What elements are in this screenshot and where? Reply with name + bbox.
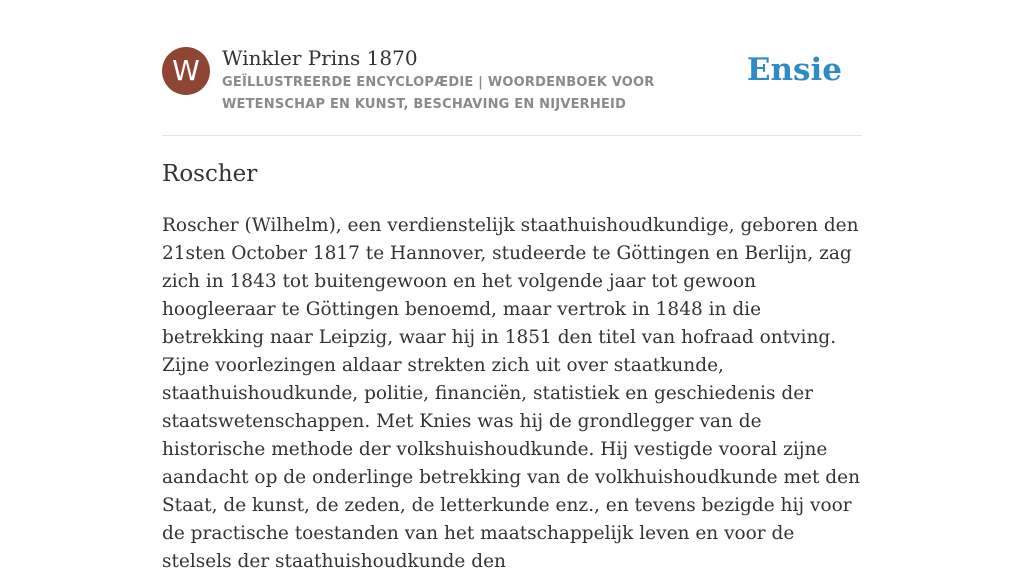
article-title: Roscher [162, 161, 258, 187]
ensie-logo-link[interactable]: Ensie [746, 52, 842, 88]
source-subtitle: GEÏLLUSTREERDE ENCYCLOPÆDIE | WOORDENBOEK VOOR WETENSCHAP EN KUNST, BESCHAVING EN NIJVERHEID [222, 75, 655, 112]
article-body: Roscher (Wilhelm), een verdienstelijk staathuishoudkundige, geboren den 21sten October 1817 te Hannover, studeerde te Göttingen en Berlijn, zag zich in 1843 tot buitengewoon en het volgende jaar tot gewoon hoogleeraar te Göttingen benoemd, maar vertrok in 1848 in die betrekking naar Leipzig, waar hij in 1851 den titel van hofraad ontving. Zijne voorlezingen aldaar strekten zich uit over staatkunde, staathuishoudkunde, politie, financiën, statistiek en geschiedenis der staatswetenschappen. Met Knies was hij de grondlegger van de historische methode der volkshuishoudkunde. Hij vestigde vooral zijne aandacht op de onderlinge betrekking van de volkhuishoudkunde met den Staat, de kunst, de zeden, de letterkunde enz., en tevens bezigde hij voor de practische toestanden van het maatschappelijk leven en voor de stelsels der staathuishoudkunde den [162, 215, 861, 572]
source-header [162, 44, 862, 136]
source-title[interactable]: Winkler Prins 1870 [222, 46, 418, 70]
source-avatar[interactable]: W [162, 47, 210, 95]
